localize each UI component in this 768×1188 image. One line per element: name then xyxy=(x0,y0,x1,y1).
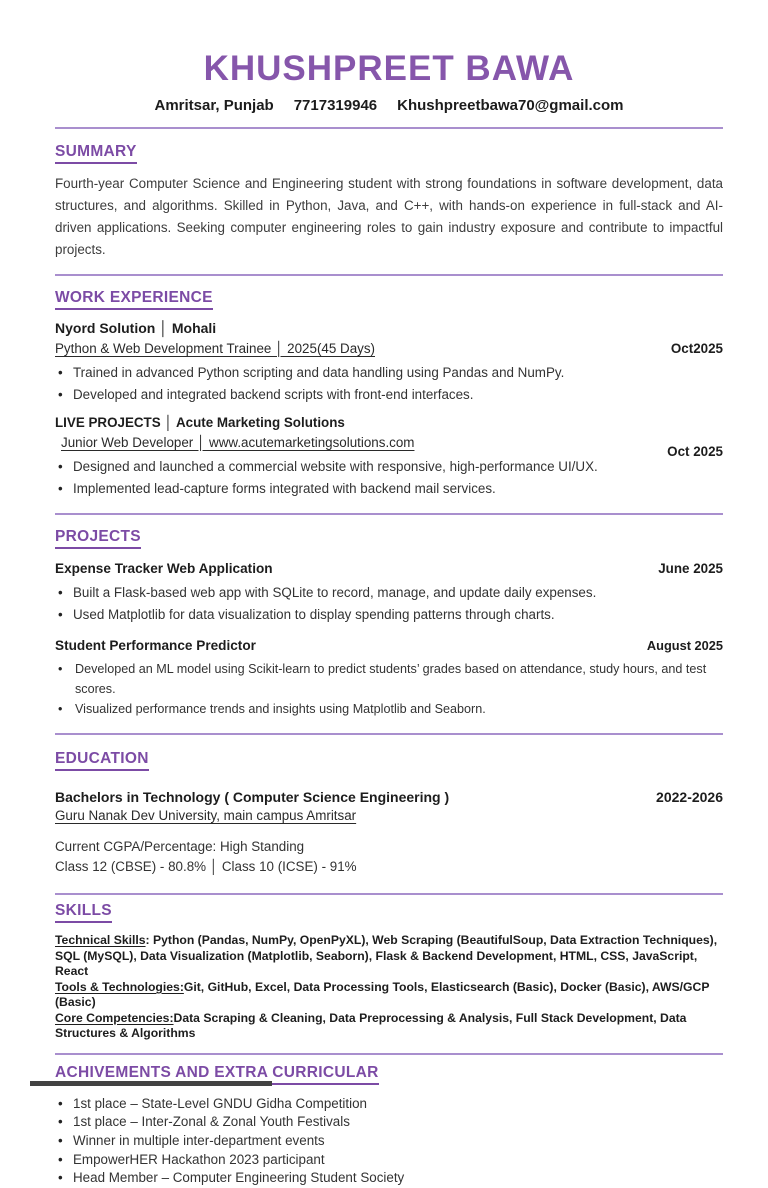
summary-text: Fourth-year Computer Science and Engineering student with strong foundations in software development, data structures, and algorithms. Skilled in Python, Java, and C++, with hands-on experience in full-stack and AI-driven applications. Seeking computer engineering roles to gain industry exposure and contribute to impactful projects. xyxy=(55,176,723,257)
section-skills xyxy=(55,895,723,1055)
skills-group-technical xyxy=(55,933,723,980)
education-cgpa: Current CGPA/Percentage: High Standing xyxy=(55,839,305,855)
skills-group-text: Git, GitHub, Excel, Data Processing Tools, Elasticsearch (Basic), Docker (Basic), AWS/GCP (Basic) xyxy=(55,979,710,1010)
candidate-name: KHUSHPREET BAWA xyxy=(203,49,575,88)
job-bullet-list xyxy=(55,456,723,500)
education-school: Guru Nanak Dev University, main campus Amritsar xyxy=(55,808,357,824)
skills-group-text: Data Scraping & Cleaning, Data Preprocessing & Analysis, Full Stack Development, Data Structures & Algorithms xyxy=(55,1010,687,1041)
project-entry xyxy=(55,638,723,719)
job-role-row xyxy=(55,435,723,460)
job-bullet: • Designed and launched a commercial website with responsive, high-performance UI/UX. xyxy=(55,456,723,478)
project-title-row xyxy=(55,638,723,653)
project-bullet: • Visualized performance trends and insights using Matplotlib and Seaborn. xyxy=(55,699,723,719)
project-bullet: • Developed an ML model using Scikit-learn to predict students’ grades based on attendance, study hours, and test scores. xyxy=(55,659,723,699)
job-entry xyxy=(55,320,723,406)
skills-group-tools xyxy=(55,980,723,1011)
job-org: Nyord Solution │ Mohali xyxy=(55,320,217,337)
project-date: August 2025 xyxy=(646,638,723,654)
education-classes: Class 12 (CBSE) - 80.8% │ Class 10 (ICSE) - 91% xyxy=(55,858,357,874)
achievement-item: • 1st place – Inter-Zonal & Zonal Youth Festivals xyxy=(55,1113,723,1132)
achievement-item: • 1st place – State-Level GNDU Gidha Competition xyxy=(55,1095,723,1114)
skills-group-label: Core Competencies: xyxy=(55,1010,174,1025)
project-entry xyxy=(55,561,723,626)
project-title: Student Performance Predictor xyxy=(55,638,256,654)
project-bullet-list xyxy=(55,582,723,626)
section-summary xyxy=(55,129,723,276)
summary-heading: SUMMARY xyxy=(55,143,137,164)
skills-group-sep: : xyxy=(145,933,153,948)
job-entry xyxy=(55,415,723,500)
projects-heading: PROJECTS xyxy=(55,528,141,549)
job-bullet: • Developed and integrated backend scripts with front-end interfaces. xyxy=(55,384,723,406)
skills-group-label: Tools & Technologies: xyxy=(55,979,184,994)
job-org: LIVE PROJECTS │ Acute Marketing Solutions xyxy=(55,415,345,431)
project-bullet: • Built a Flask-based web app with SQLite to record, manage, and update daily expenses. xyxy=(55,582,723,604)
section-achievements xyxy=(55,1055,723,1188)
job-bullet: • Implemented lead-capture forms integrated with backend mail services. xyxy=(55,478,723,500)
skills-group-label: Technical Skills xyxy=(55,933,146,948)
skills-group-text: Python (Pandas, NumPy, OpenPyXL), Web Scraping (BeautifulSoup, Data Extraction Techniques), SQL (MySQL), Data Visualization (Matplotlib, Seaborn), Flask & Backend Development, HTML, CSS, JavaScript, React xyxy=(55,933,718,979)
contact-location: Amritsar, Punjab xyxy=(154,97,274,114)
education-date: 2022-2026 xyxy=(656,789,723,806)
project-bullet-list xyxy=(55,659,723,719)
bottom-edge-bar xyxy=(30,1081,272,1086)
job-role-row xyxy=(55,341,723,356)
contact-phone: 7717319946 xyxy=(293,97,378,114)
contact-email: Khushpreetbawa70@gmail.com xyxy=(397,97,624,114)
section-work-experience xyxy=(55,276,723,515)
project-title: Expense Tracker Web Application xyxy=(55,561,273,577)
job-date: Oct2025 xyxy=(670,341,723,357)
project-date: June 2025 xyxy=(658,561,723,577)
work-heading: WORK EXPERIENCE xyxy=(55,289,213,310)
achievements-list xyxy=(55,1095,723,1188)
project-bullet: • Used Matplotlib for data visualization to display spending patterns through charts. xyxy=(55,604,723,626)
project-title-row xyxy=(55,561,723,576)
skills-heading: SKILLS xyxy=(55,902,112,923)
section-education xyxy=(55,735,723,895)
skills-block xyxy=(55,933,723,1042)
contact-line xyxy=(55,97,723,114)
achievements-heading: ACHIVEMENTS AND EXTRA CURRICULAR xyxy=(55,1064,379,1085)
resume-header xyxy=(55,50,723,129)
job-role: Python & Web Development Trainee │ 2025(45 Days) xyxy=(55,341,375,357)
job-role-link[interactable]: Junior Web Developer │ www.acutemarketingsolutions.com xyxy=(61,435,415,451)
education-heading: EDUCATION xyxy=(55,750,149,771)
section-projects xyxy=(55,515,723,735)
achievement-item: • Head Member – Computer Engineering Student Society xyxy=(55,1169,723,1188)
job-date: Oct 2025 xyxy=(667,444,723,460)
education-details xyxy=(55,837,723,876)
skills-group-core xyxy=(55,1011,723,1042)
education-degree: Bachelors in Technology ( Computer Science Engineering ) xyxy=(55,789,450,806)
achievement-item: • EmpowerHER Hackathon 2023 participant xyxy=(55,1151,723,1170)
achievement-item: • Winner in multiple inter-department events xyxy=(55,1132,723,1151)
job-bullet: • Trained in advanced Python scripting and data handling using Pandas and NumPy. xyxy=(55,362,723,384)
job-bullet-list xyxy=(55,362,723,406)
education-degree-row xyxy=(55,789,723,805)
